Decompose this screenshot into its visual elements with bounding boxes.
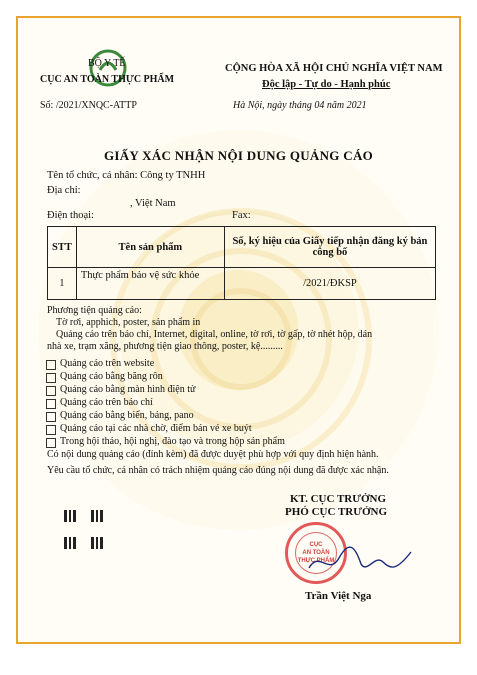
media-item-label: Quảng cáo trên website [60, 358, 155, 369]
document-title: GIẤY XÁC NHẬN NỘI DUNG QUẢNG CÁO [103, 148, 374, 163]
header-stt: STT [48, 227, 77, 268]
media-item-label: Quảng cáo bằng băng rôn [60, 371, 163, 382]
qr-code-icon [64, 537, 76, 549]
header-product-name: Tên sản phẩm [76, 227, 224, 268]
media-item-label: Quảng cáo trên báo chí, Internet, digital, online, tờ rơi, tờ gấp, tờ nhét hộp, dán [56, 329, 373, 340]
checkbox[interactable] [46, 425, 56, 435]
checkbox[interactable] [46, 373, 56, 383]
qr-code-icon [91, 537, 103, 549]
qr-code-icon [91, 510, 103, 522]
media-heading: Phương tiện quảng cáo: [47, 305, 142, 316]
signature-title: KT. CỤC TRƯỞNG [290, 493, 387, 505]
approval-note: Có nội dung quảng cáo (đính kèm) đã được duyệt phù hợp với quy định hiện hành. [47, 449, 379, 460]
stamp-text: THỰC PHẨM [297, 558, 335, 564]
row-stt: 1 [48, 268, 77, 300]
checkbox[interactable] [46, 412, 56, 422]
media-item [56, 329, 372, 340]
row-product-name: Thực phẩm bảo vệ sức khỏe [76, 268, 224, 300]
table-header-row [48, 227, 436, 268]
media-item-label: Tờ rơi, apphich, poster, sản phẩm in [56, 317, 201, 328]
address-value: , Việt Nam [130, 198, 176, 209]
responsibility-note: Yêu cầu tổ chức, cá nhân có trách nhiệm quảng cáo đúng nội dung đã được xác nhận. [47, 465, 389, 476]
checkbox[interactable] [46, 438, 56, 448]
phone-label: Điện thoại: [47, 210, 94, 221]
address-label: Địa chỉ: [47, 185, 81, 196]
checkbox[interactable] [46, 386, 56, 396]
signature-mark [305, 540, 415, 580]
media-item-label: nhà xe, trạm xăng, phương tiện giao thông, poster, kệ......... [47, 341, 283, 352]
document-number: Số: /2021/XNQC-ATTP [40, 100, 137, 111]
table-row [48, 268, 436, 300]
media-item-label: Quảng cáo bằng biển, bảng, pano [60, 410, 194, 421]
country-name: CỘNG HÒA XÃ HỘI CHỦ NGHĨA VIỆT NAM [225, 63, 443, 74]
agency-name: CỤC AN TOÀN THỰC PHẨM [40, 74, 175, 85]
row-registration-number: /2021/ĐKSP [224, 268, 435, 300]
media-item-label: Quảng cáo tại các nhà chờ, điểm bán vé xe buýt [60, 423, 252, 434]
ministry-name: BỘ Y TẾ [88, 58, 126, 69]
media-item-label: Quảng cáo bằng màn hình điện tử [60, 384, 196, 395]
qr-code-icon [64, 510, 76, 522]
fax-label: Fax: [232, 210, 251, 221]
media-item [47, 341, 283, 352]
org-name: Tên tổ chức, cá nhân: Công ty TNHH [47, 170, 206, 181]
stamp-text: CỤC [309, 542, 323, 548]
media-item [56, 317, 200, 328]
media-item-label: Trong hội thảo, hội nghị, đào tạo và trong hộp sản phẩm [60, 436, 285, 447]
media-item-label: Quảng cáo trên báo chí [60, 397, 153, 408]
checkbox[interactable] [46, 399, 56, 409]
header-registration-number: Số, ký hiệu của Giấy tiếp nhận đăng ký bản công bố [224, 227, 435, 268]
checkbox[interactable] [46, 360, 56, 370]
motto: Độc lập - Tự do - Hạnh phúc [262, 79, 391, 90]
product-table [47, 226, 436, 300]
signer-name: Trần Việt Nga [305, 590, 372, 602]
stamp-text: AN TOÀN [302, 550, 330, 556]
issue-date: Hà Nội, ngày tháng 04 năm 2021 [233, 100, 367, 111]
signature-subtitle: PHÓ CỤC TRƯỞNG [285, 506, 388, 518]
